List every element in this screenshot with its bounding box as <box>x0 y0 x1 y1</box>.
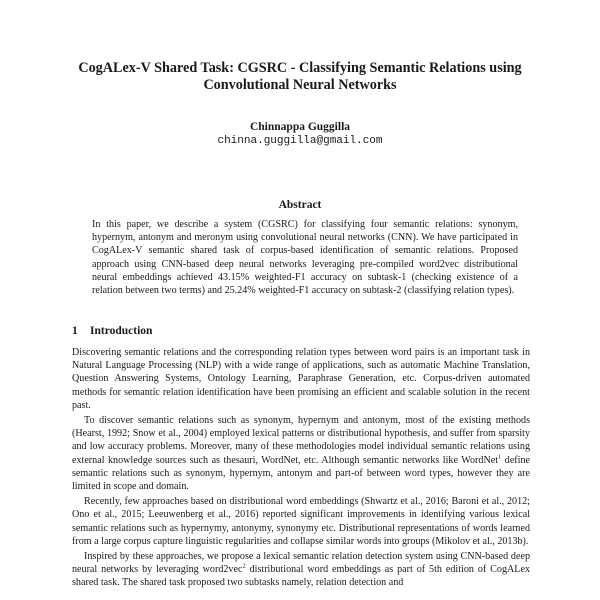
paragraph-4 <box>72 550 530 590</box>
abstract-heading: Abstract <box>278 199 322 211</box>
section-body <box>72 346 530 592</box>
paper-title: CogALex-V Shared Task: CGSRC - Classifying Semantic Relations using Convolutional Neural Networks <box>78 60 522 93</box>
author-email: chinna.guggilla@gmail.com <box>217 135 383 147</box>
paragraph-2 <box>72 414 530 493</box>
footnote-marker-2[interactable]: 2 <box>242 562 246 570</box>
section-heading <box>72 324 152 338</box>
abstract-text: In this paper, we describe a system (CGSRC) for classifying four semantic relations: synonym, hypernym, antonym and meronym using convolutional neural networks (CNN). We have participated in CogALex-V semantic shared task of corpus-based identification of semantic relations. Proposed approach using CNN-based deep neural networks leveraging pre-compiled word2vec distributional neural embeddings achieved 43.15% weighted-F1 accuracy on subtask-1 (checking existence of a relation between two terms) and 25.24% weighted-F1 accuracy on subtask-2 (classifying relation types). <box>92 219 518 297</box>
paragraph-3: Recently, few approaches based on distributional word embeddings (Shwartz et al., 2016; Baroni et al., 2012; Ono et al., 2015; Leeuwenberg et al., 2016) reported significant improvements in identifying various lexical semantic relations such as hypernymy, antonymy, synonymy etc. Distributional representations of words learned from a large corpus capture linguistic regularities and collapse similar words into groups (Mikolov et al., 2013b). <box>72 496 530 547</box>
paragraph-1: Discovering semantic relations and the corresponding relation types between word pairs is an important task in Natural Language Processing (NLP) with a wide range of applications, such as automatic Machine Translation, Question Answering Systems, Ontology Learning, Paraphrase Generation, etc. Corpus-driven automated methods for semantic relation identification have been promising an efficient and scalable solution in the recent past. <box>72 347 530 411</box>
footnote-marker-1[interactable]: 1 <box>498 453 502 461</box>
section-title: Introduction <box>90 325 153 337</box>
section-number: 1 <box>72 325 78 337</box>
paragraph-4-text-b: distributional word embeddings as part of 5th edition of CogALex shared task. The shared task proposed two subtasks namely, relation detection and <box>72 564 530 589</box>
paragraph-4-text-a: Inspired by these approaches, we propose a lexical semantic relation detection system using CNN-based deep neural networks by leveraging word2vec <box>72 551 530 576</box>
paragraph-2-text-b: define semantic relations such as synonym, hypernym, antonym and part-of between word types, however they are limited in scope and domain. <box>72 454 531 493</box>
paragraph-2-text-a: To discover semantic relations such as synonym, hypernym and antonym, most of the existing methods (Hearst, 1992; Snow et al., 2004) employed lexical patterns or distributional hypothesis, and suffer from sparsity and low accuracy problems. Moreover, many of these methodologies model individual semantic relations using external knowledge sources such as thesauri, WordNet, etc. Although semantic networks like WordNet <box>72 415 530 466</box>
author-name: Chinnappa Guggilla <box>249 121 351 133</box>
